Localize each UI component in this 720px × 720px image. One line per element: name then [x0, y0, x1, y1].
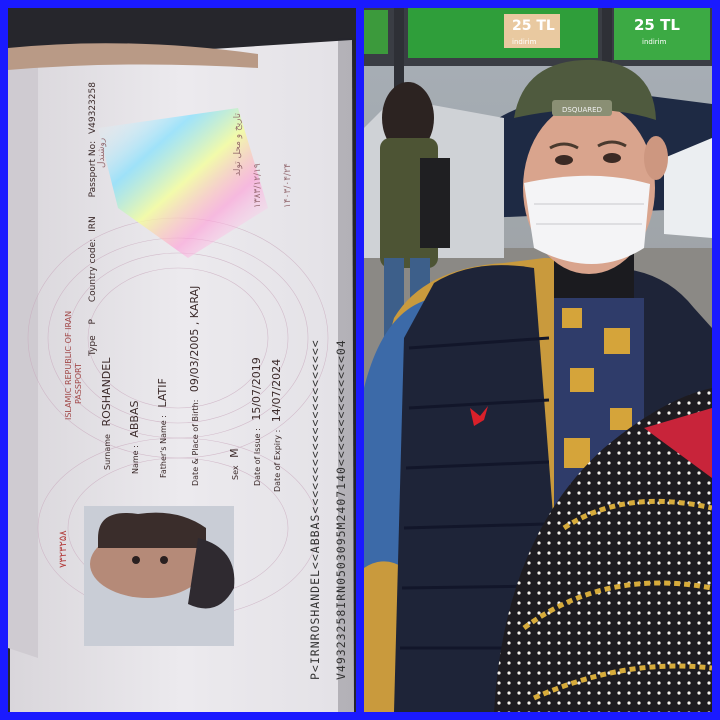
passport-no-label: Passport No:	[88, 140, 98, 198]
svg-text:تاریخ و محل تولد: تاریخ و محل تولد	[233, 113, 243, 176]
type-label: Type	[88, 335, 98, 356]
surname-row	[100, 358, 113, 470]
billboard-right-sub: indirim	[642, 38, 667, 46]
billboard-left	[408, 8, 598, 58]
passport-no-value: V49323258	[88, 82, 98, 135]
billboard-left-price: 25 TL	[512, 18, 555, 34]
sex-value: M	[228, 448, 241, 458]
surname-label: Surname	[103, 434, 112, 470]
passport-scene	[8, 8, 356, 712]
billboard-left-sub: indirim	[512, 38, 537, 46]
mrz-line-2: V49323258IRN0503095M2407140<<<<<<<<<<<<<<04	[334, 339, 348, 680]
svg-text:روشندل: روشندل	[97, 137, 107, 168]
mrz-line-1-wrap	[308, 339, 322, 680]
issue-value: 15/07/2019	[250, 357, 263, 421]
father-value: LATIF	[156, 378, 169, 408]
type-value: P	[88, 319, 98, 325]
passport-header-line1: ISLAMIC REPUBLIC OF IRAN	[64, 310, 73, 420]
surname-value: ROSHANDEL	[100, 357, 113, 427]
country-label: Country code:	[88, 238, 98, 303]
billboard-right-price: 25 TL	[634, 16, 680, 34]
street-photo-panel	[364, 8, 712, 712]
cap-patch: DSQUARED	[562, 106, 602, 114]
sex-label: Sex	[231, 465, 240, 480]
mrz-line-2-wrap	[334, 339, 348, 680]
passport-header	[64, 311, 73, 420]
dob-label: Date & Place of Birth:	[191, 399, 200, 486]
expiry-label: Date of Expiry :	[273, 429, 282, 492]
issue-row	[250, 357, 263, 486]
face-mask	[524, 176, 650, 264]
red-serial: ۷۳۲۳۲۵۸	[58, 530, 69, 568]
name-value: ABBAS	[128, 400, 141, 438]
father-label: Father's Name :	[159, 415, 168, 478]
dob-row	[188, 286, 201, 486]
issue-label: Date of Issue :	[253, 428, 262, 486]
expiry-row	[270, 359, 283, 492]
name-row	[128, 401, 141, 474]
passport-header-line2: PASSPORT	[74, 363, 83, 404]
expiry-value: 14/07/2024	[270, 358, 283, 423]
type-row	[88, 82, 98, 356]
dob-value: 09/03/2005 , KARAJ	[188, 285, 201, 393]
country-value: IRN	[88, 216, 98, 232]
svg-text:۱۴۰۳/۰۴/۲۴: ۱۴۰۳/۰۴/۲۴	[283, 163, 293, 208]
sex-row	[228, 448, 241, 480]
street-scene	[364, 8, 712, 712]
svg-text:۱۳۸۳/۱۲/۱۹: ۱۳۸۳/۱۲/۱۹	[253, 163, 263, 208]
name-label: Name :	[131, 445, 140, 474]
passport-header-2	[74, 363, 83, 404]
father-row	[156, 378, 169, 478]
passport-photo-panel	[8, 8, 356, 712]
mrz-line-1: P<IRNROSHANDEL<<ABBAS<<<<<<<<<<<<<<<<<<<<<<	[308, 339, 322, 680]
